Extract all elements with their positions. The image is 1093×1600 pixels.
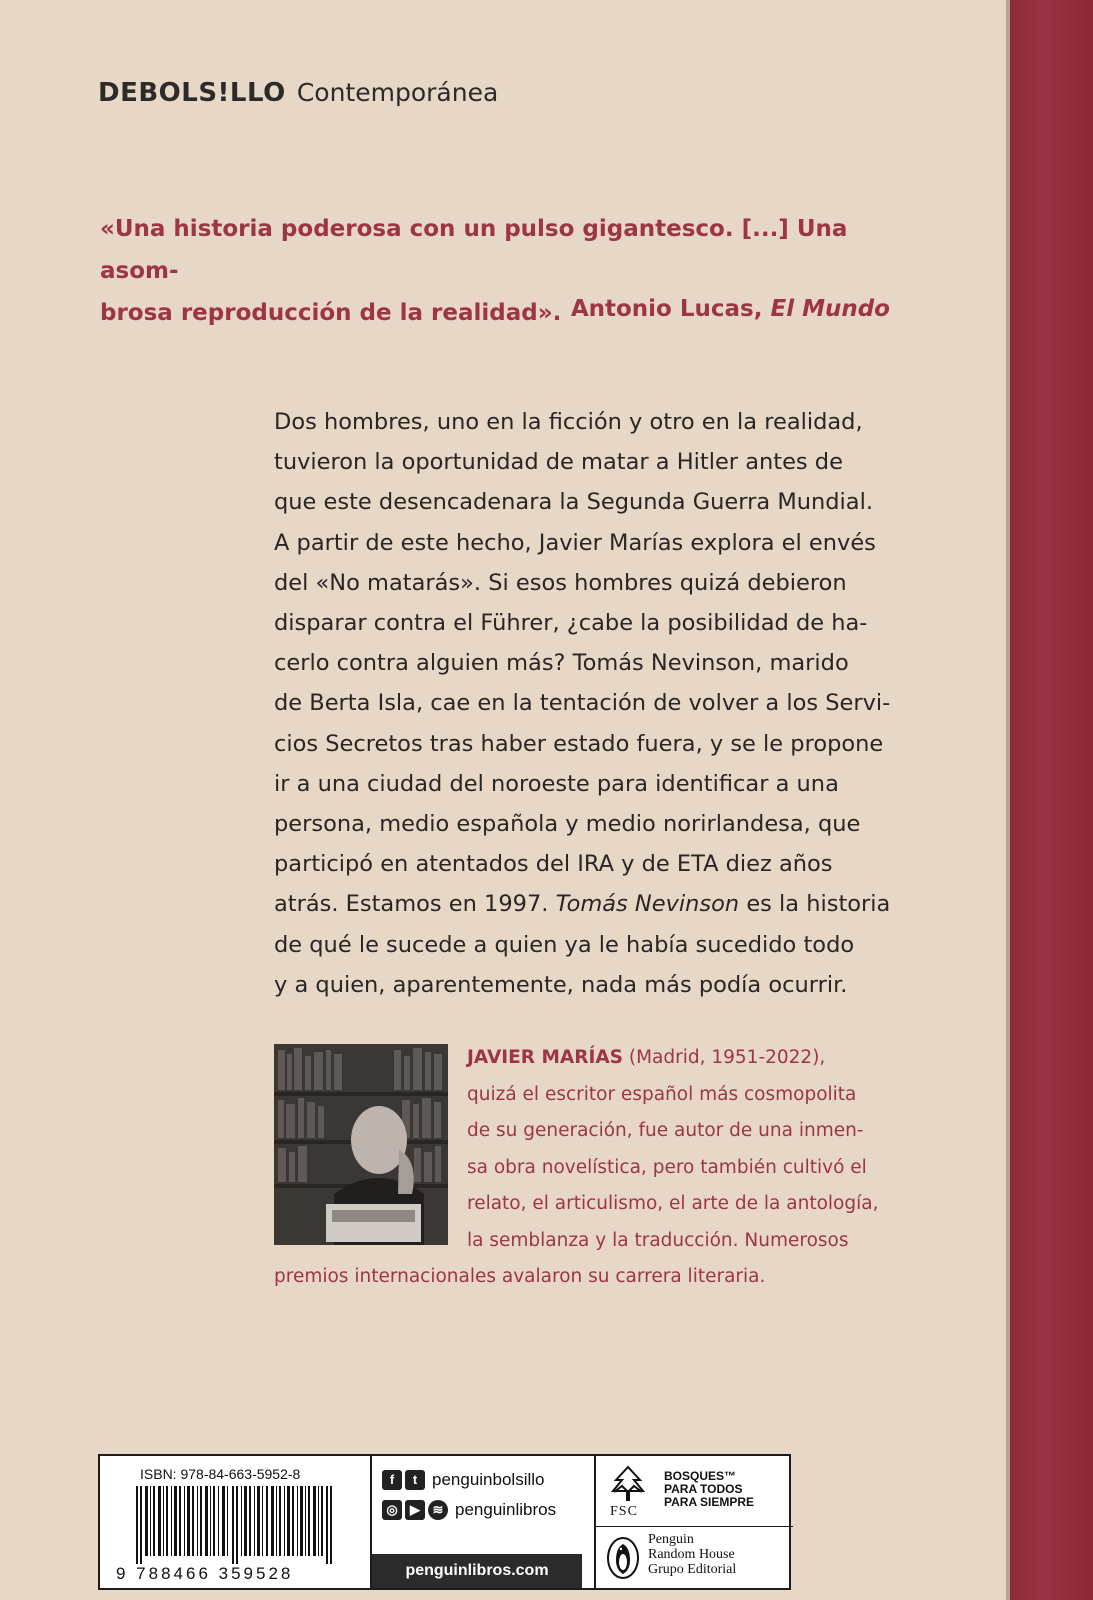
social-row [382, 1470, 544, 1490]
collection-name: Contemporánea [296, 78, 499, 107]
instagram-icon: ◎ [382, 1500, 402, 1520]
barcode-icon [136, 1486, 334, 1564]
synopsis-text: atrás. Estamos en 1997. [274, 891, 549, 918]
bio-line: sa obra novelística, pero también cultivó el [467, 1156, 867, 1178]
fsc-claim-line: PARA SIEMPRE [664, 1495, 755, 1509]
synopsis-line: y a quien, aparentemente, nada más podía ocurrir. [274, 971, 848, 998]
quote-source: El Mundo [770, 296, 890, 322]
synopsis [274, 402, 894, 1005]
social-panel [370, 1456, 582, 1588]
social-handle: penguinbolsillo [432, 1470, 545, 1489]
fsc-claim-line: BOSQUES™ [664, 1469, 737, 1483]
synopsis-line: participó en atentados del IRA y de ETA diez años [274, 851, 833, 878]
synopsis-line: Dos hombres, uno en la ficción y otro en la realidad, [274, 409, 863, 435]
bio-line [274, 1040, 894, 1077]
synopsis-line: del «No matarás». Si esos hombres quizá debieron [274, 569, 847, 596]
youtube-icon: ▶ [405, 1500, 425, 1520]
synopsis-text: es la historia [746, 891, 891, 918]
author-name: JAVIER MARÍAS [467, 1047, 623, 1068]
publisher-line: Grupo Editorial [648, 1562, 737, 1577]
book-spine [1010, 0, 1093, 1600]
facebook-icon: f [382, 1470, 402, 1490]
fsc-label: FSC [610, 1504, 638, 1519]
book-title-italic: Tomás Nevinson [555, 891, 740, 918]
synopsis-line: disparar contra el Führer, ¿cabe la posibilidad de ha- [274, 610, 868, 637]
synopsis-line: cerlo contra alguien más? Tomás Nevinson, marido [274, 650, 849, 677]
social-handle: penguinlibros [455, 1500, 557, 1519]
quote-author: Antonio Lucas, [570, 296, 763, 322]
collection-header [98, 78, 498, 108]
synopsis-line: que este desencadenara la Segunda Guerra Mundial. [274, 489, 873, 516]
synopsis-line [274, 884, 894, 924]
synopsis-line: cios Secretos tras haber estado fuera, y se le propone [274, 730, 884, 757]
fsc-tree-icon [608, 1464, 648, 1504]
spotify-icon: ≋ [428, 1500, 448, 1520]
quote-attribution [560, 296, 890, 322]
synopsis-line: de Berta Isla, cae en la tentación de volver a los Servi- [274, 690, 891, 717]
synopsis-line: ir a una ciudad del noroeste para identificar a una [274, 770, 839, 797]
publisher-brand: DEBOLS!LLO [98, 78, 286, 108]
bio-text: (Madrid, 1951-2022), [628, 1047, 826, 1068]
author-bio [274, 1040, 894, 1296]
synopsis-line: de qué le sucede a quien ya le había sucedido todo [274, 931, 855, 958]
fsc-section [596, 1456, 793, 1527]
publisher-line: Penguin [648, 1532, 694, 1547]
barcode-digits: 9 788466 359528 [116, 1564, 294, 1583]
quote-line: brosa reproducción de la realidad». [100, 300, 562, 326]
bio-line: de su generación, fue autor de una inmen- [467, 1120, 864, 1141]
fsc-claim-line: PARA TODOS [664, 1482, 743, 1496]
fsc-panel [594, 1456, 793, 1588]
twitter-icon: t [405, 1470, 425, 1490]
social-row [382, 1500, 556, 1520]
bio-line: quizá el escritor español más cosmopolita [467, 1083, 857, 1105]
isbn-number: ISBN: 978-84-663-5952-8 [140, 1466, 301, 1482]
publisher-name [648, 1532, 736, 1577]
fsc-claim [664, 1470, 784, 1509]
isbn-panel [100, 1456, 342, 1588]
bio-line: relato, el articulismo, el arte de la antología, [467, 1193, 879, 1214]
website-url: penguinlibros.com [372, 1554, 582, 1588]
bio-line: la semblanza y la traducción. Numerosos [467, 1229, 849, 1251]
quote-line: «Una historia poderosa con un pulso gigantesco. [...] Una asom- [100, 216, 848, 284]
synopsis-line: tuvieron la oportunidad de matar a Hitler antes de [274, 449, 843, 476]
bio-line: premios internacionales avalaron su carrera literaria. [274, 1266, 766, 1287]
synopsis-line: persona, medio española y medio norirlandesa, que [274, 811, 861, 838]
penguin-logo-icon [606, 1536, 640, 1580]
publisher-line: Random House [648, 1547, 735, 1562]
synopsis-line: A partir de este hecho, Javier Marías explora el envés [274, 529, 876, 556]
info-box [98, 1454, 791, 1590]
